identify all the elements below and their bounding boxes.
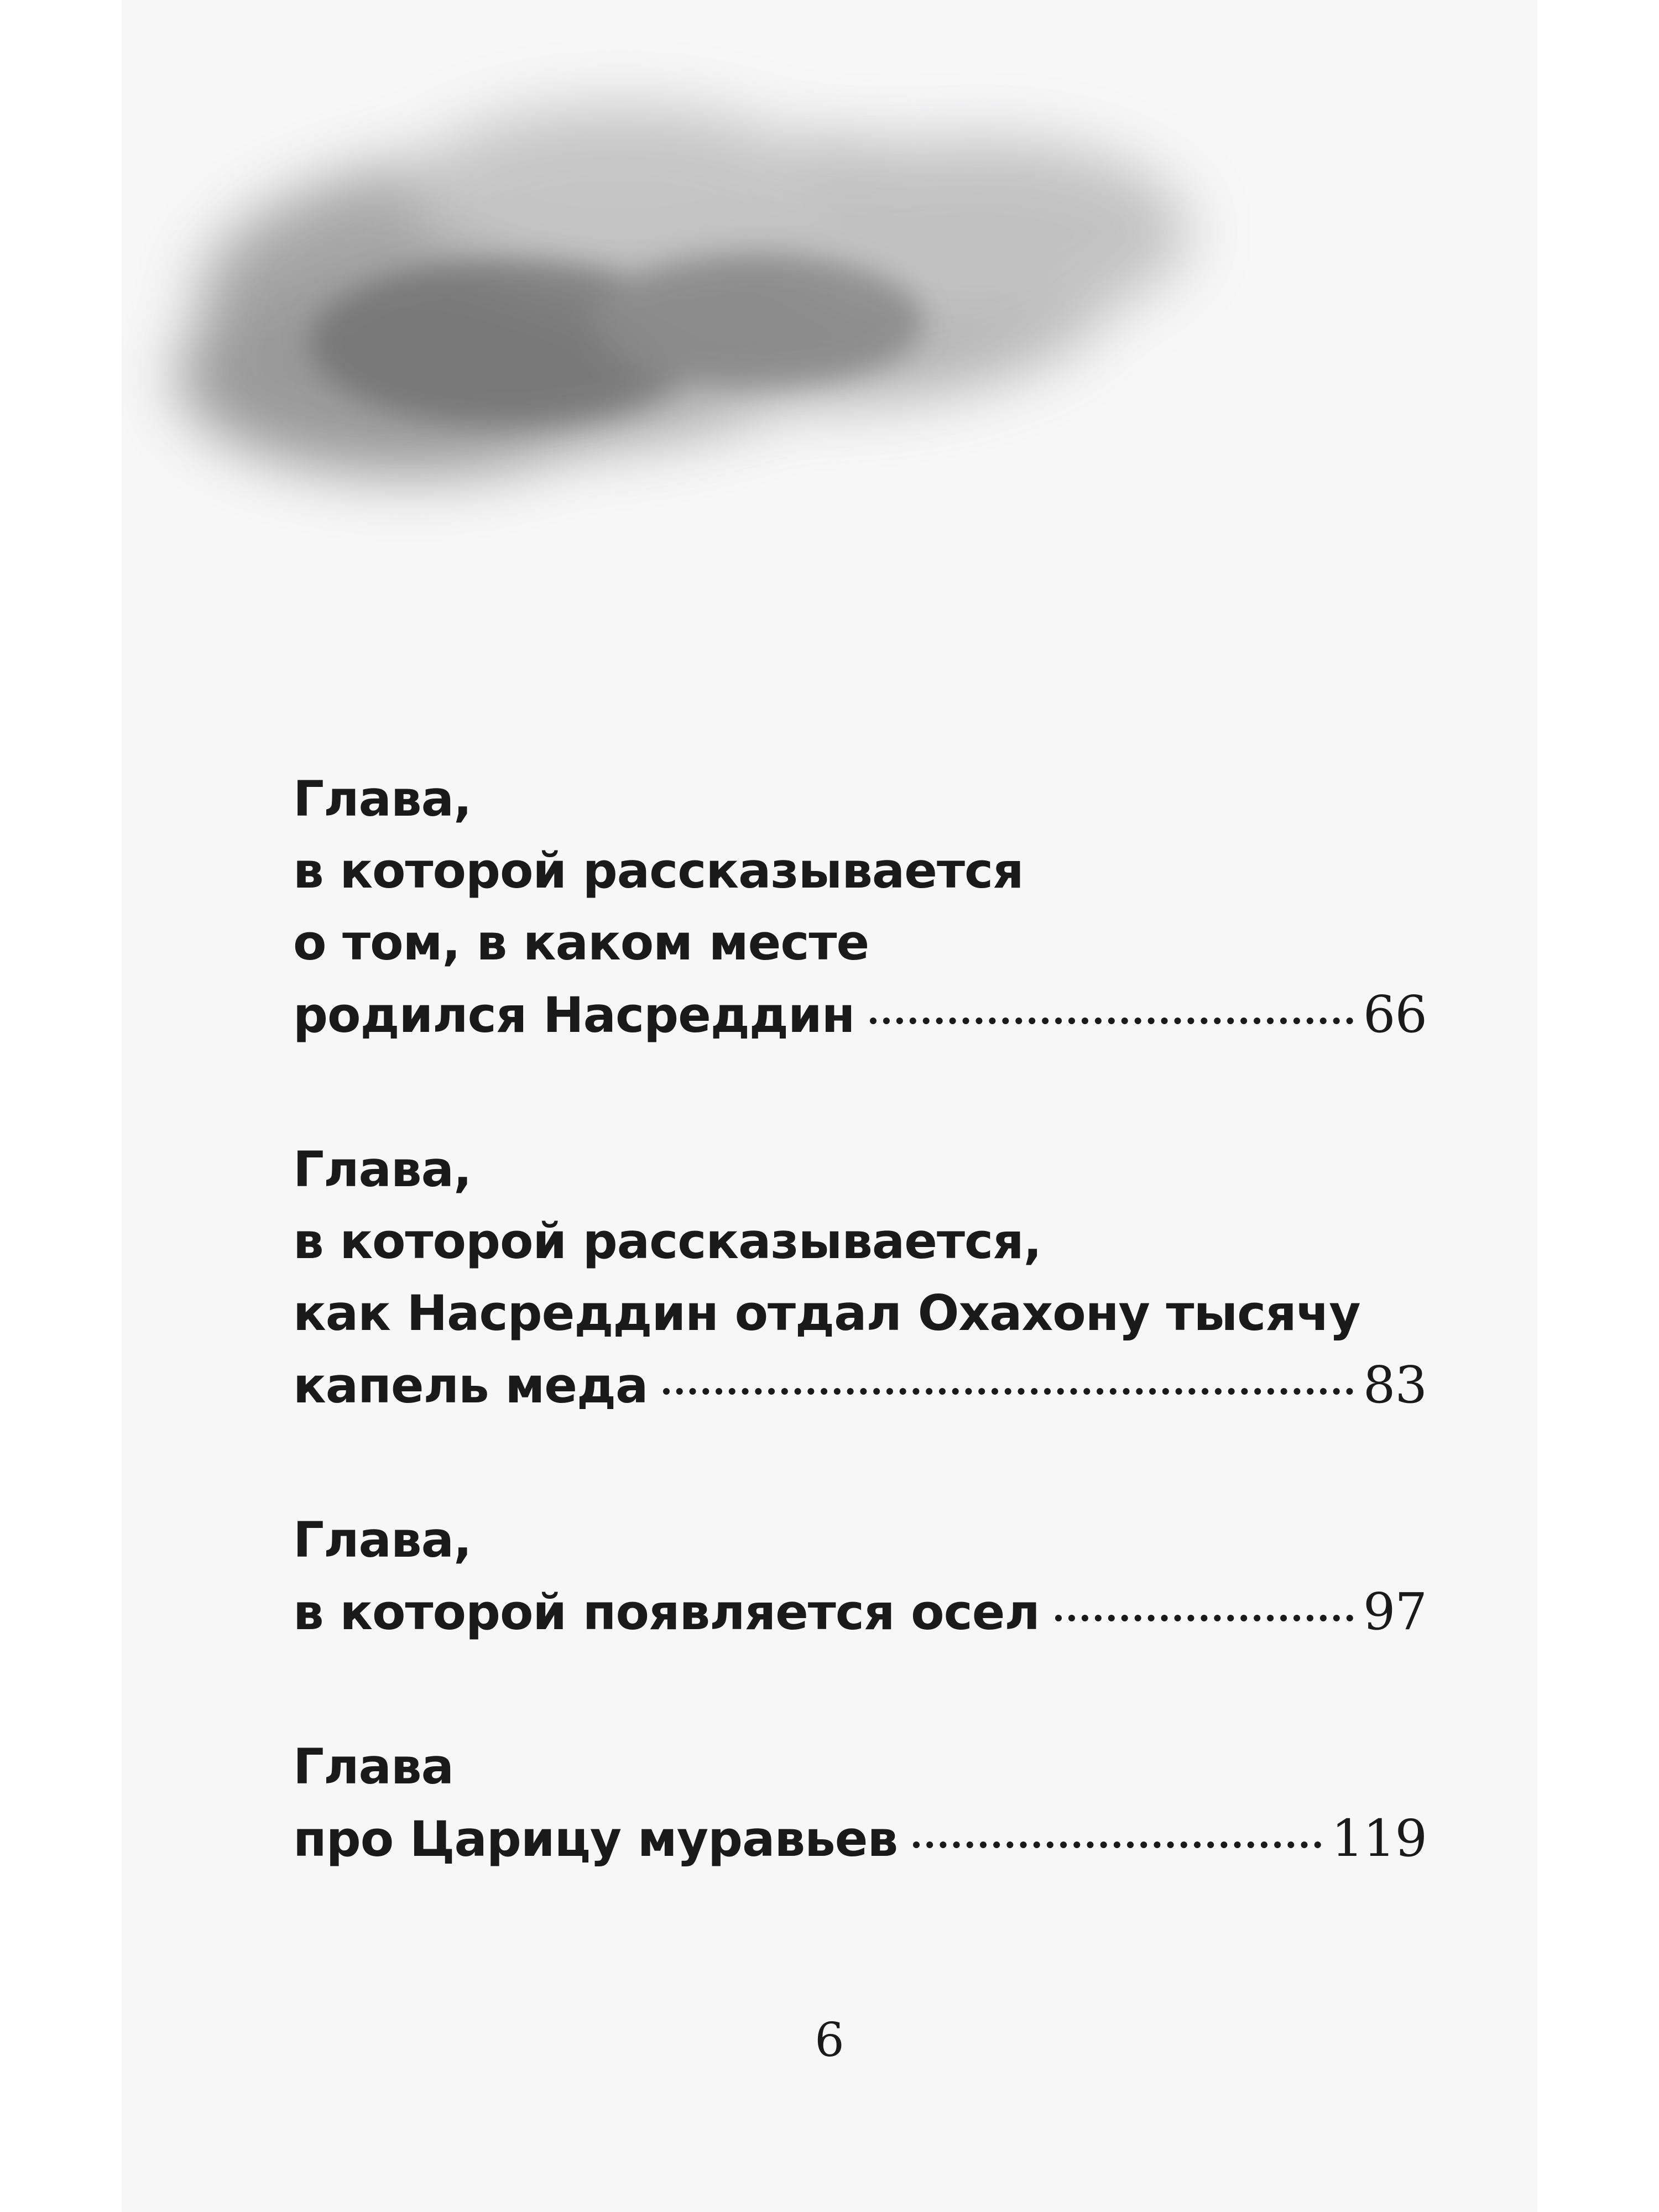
book-page <box>122 0 1537 2212</box>
toc-entry-title-line: в которой появляется осел <box>293 1584 1040 1641</box>
toc-entry-last-line <box>293 1576 1427 1648</box>
toc-page-number: 83 <box>1363 1355 1427 1415</box>
dot-leader <box>1055 1615 1353 1621</box>
table-of-contents <box>293 763 1427 1958</box>
toc-entry-title-line: капель меда <box>293 1357 648 1414</box>
toc-entry-title-line: Глава, <box>293 1511 472 1568</box>
toc-entry[interactable] <box>293 1731 1427 1875</box>
toc-entry-title-line: про Царицу муравьев <box>293 1811 898 1867</box>
ink-blot-illustration <box>122 33 1338 614</box>
toc-entry-title-line: как Насреддин отдал Охахону тысячу <box>293 1285 1360 1342</box>
toc-entry-title-line: Глава, <box>293 770 472 827</box>
dot-leader <box>870 1018 1353 1024</box>
toc-page-number: 97 <box>1363 1582 1427 1641</box>
toc-entry-last-line <box>293 1349 1427 1421</box>
dot-leader <box>663 1388 1353 1395</box>
toc-entry-title-line: в которой рассказывается, <box>293 1213 1042 1270</box>
toc-entry-title-line: в которой рассказывается <box>293 842 1024 899</box>
toc-entry-last-line <box>293 1803 1427 1875</box>
toc-page-number: 119 <box>1331 1809 1427 1868</box>
toc-entry-last-line <box>293 979 1427 1051</box>
toc-entry-title-line: Глава <box>293 1738 453 1795</box>
toc-entry-title-line: о том, в каком месте <box>293 914 869 971</box>
dot-leader <box>913 1841 1321 1848</box>
toc-page-number: 66 <box>1363 985 1427 1044</box>
toc-entry-title-line: родился Насреддин <box>293 987 855 1044</box>
toc-entry[interactable] <box>293 1504 1427 1648</box>
page-number: 6 <box>815 2013 844 2067</box>
toc-entry[interactable] <box>293 763 1427 1051</box>
toc-entry[interactable] <box>293 1134 1427 1421</box>
toc-entry-title-line: Глава, <box>293 1141 472 1198</box>
